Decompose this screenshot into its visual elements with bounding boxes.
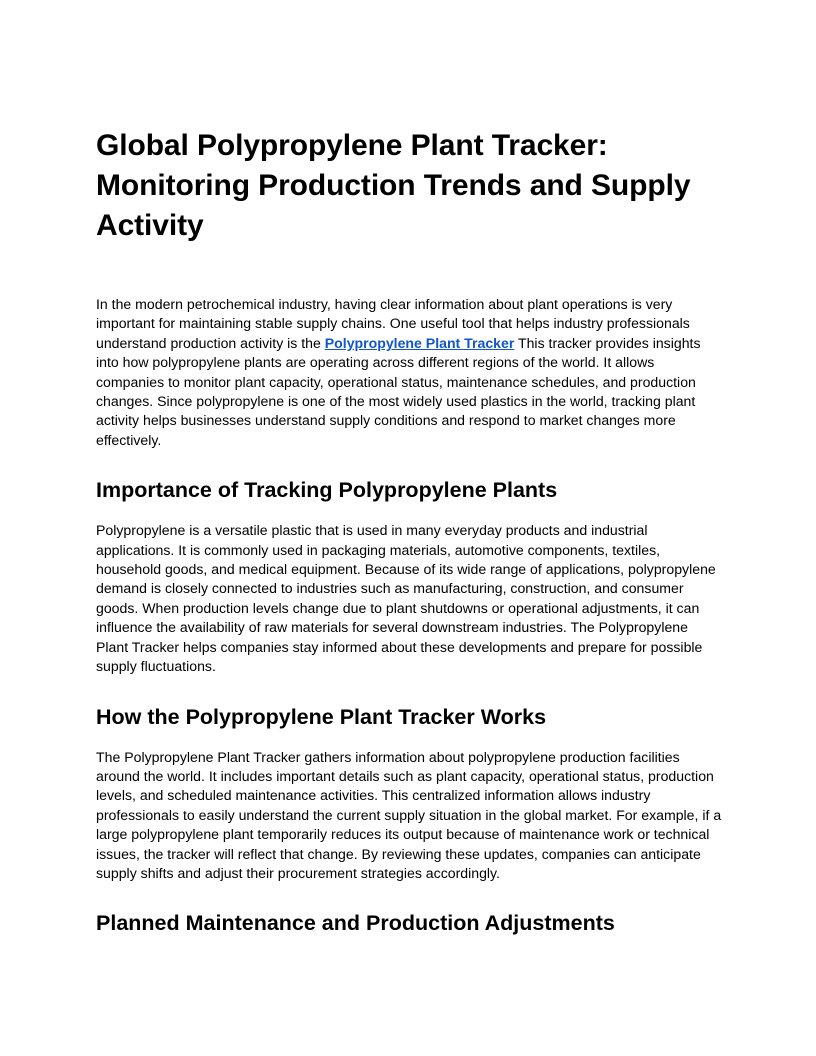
- intro-text-after-link: This tracker provides insights into how polypropylene plants are operating across different regions of the world. It allows companies to monitor plant capacity, operational status, maintenance schedules, and production changes. Since polypropylene is one of the most widely used plastics in the world, tracking plant activity helps businesses understand supply conditions and respond to market changes more effectively.: [96, 334, 701, 448]
- intro-paragraph: [96, 295, 722, 450]
- section-body-how-it-works: The Polypropylene Plant Tracker gathers information about polypropylene production facilities around the world. It includes important details such as plant capacity, operational status, production levels, and scheduled maintenance activities. This centralized information allows industry professionals to easily understand the current supply situation in the global market. For example, if a large polypropylene plant temporarily reduces its output because of maintenance work or technical issues, the tracker will reflect that change. By reviewing these updates, companies can anticipate supply shifts and adjust their procurement strategies accordingly.: [96, 748, 722, 881]
- document-page: [96, 126, 722, 937]
- section-heading-planned-maintenance: Planned Maintenance and Production Adjustments: [96, 911, 615, 936]
- section-heading-importance: Importance of Tracking Polypropylene Plants: [96, 478, 558, 503]
- polypropylene-plant-tracker-link[interactable]: Polypropylene Plant Tracker: [324, 334, 515, 351]
- section-heading-how-it-works: How the Polypropylene Plant Tracker Works: [96, 704, 547, 729]
- section-body-importance: Polypropylene is a versatile plastic that is used in many everyday products and industrial applications. It is commonly used in packaging materials, automotive components, textiles, household goods, and medical equipment. Because of its wide range of applications, polypropylene demand is closely connected to industries such as manufacturing, construction, and consumer goods. When production levels change due to plant shutdowns or operational adjustments, it can influence the availability of raw materials for several downstream industries. The Polypropylene Plant Tracker helps companies stay informed about these developments and prepare for possible supply fluctuations.: [96, 522, 716, 675]
- document-title: Global Polypropylene Plant Tracker: Monitoring Production Trends and Supply Activity: [96, 129, 691, 242]
- intro-text-before-link: In the modern petrochemical industry, having clear information about plant operations is very important for maintaining stable supply chains. One useful tool that helps industry professionals understand production activity is the: [96, 296, 690, 351]
